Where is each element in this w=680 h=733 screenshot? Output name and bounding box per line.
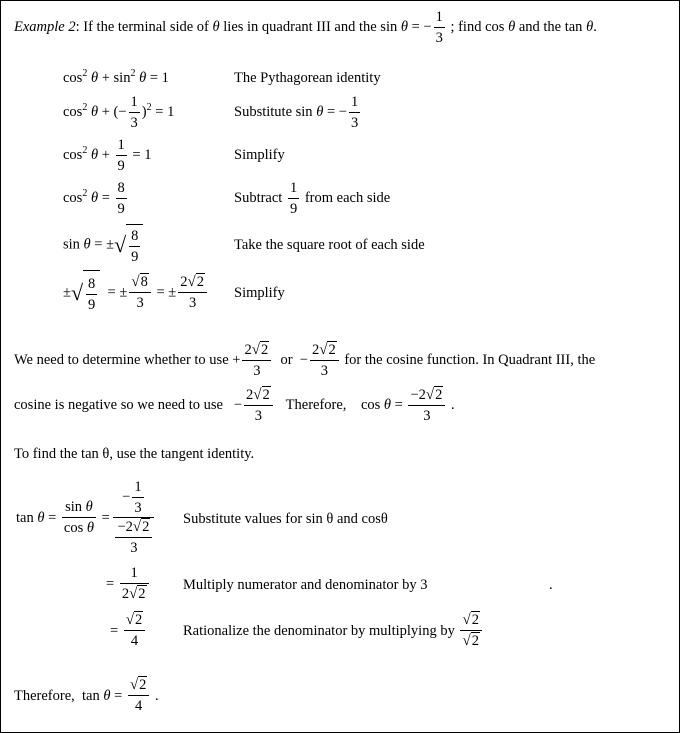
step-1-desc: The Pythagorean identity [234, 70, 381, 86]
tan-step-3-desc: Rationalize the denominator by multiplying by $\frac{√2}{√2}$ [183, 613, 484, 649]
paragraph-1: We need to determine whether to use + $\frac{2√2}{3}$ or − $\frac{2√2}{3}$ for the cosine function. In Quadrant III, the [14, 341, 596, 379]
step-5-math: sin θ = ±√ $\frac{8}{9}$ [63, 224, 143, 266]
final-line: Therefore, tan θ = $\frac{√2}{4}$ . [14, 677, 159, 714]
step-4-math: $\cos^2 \theta$ = $\frac{8}{9}$ [63, 180, 125, 217]
tan-step-3-math: = $\frac{√2}{4}$ [110, 613, 147, 649]
stray-period: . [549, 577, 553, 593]
step-3-math: $\cos^2 \theta$ + $\frac{1}{9}$ = 1 [63, 137, 152, 174]
fraction-one-third: $\frac{1}{3}$ [435, 9, 443, 46]
step-2-math: $\cos^2 \theta$ + (− $\frac{1}{3}$ )$^2$ = 1 [63, 94, 175, 131]
tan-step-2-math: = $\frac{1}{2√2}$ [106, 566, 151, 602]
step-6-math: ±√ $\frac{8}{9}$ = ± $\frac{√8}{3}$ = ± $\frac{2√2}{3}$ [63, 270, 209, 316]
tan-step-2-desc: Multiply numerator and denominator by 3 [183, 577, 428, 593]
paragraph-3: To find the tan θ, use the tangent identity. [14, 446, 255, 462]
step-4-desc: Subtract $\frac{1}{9}$ from each side [234, 180, 391, 217]
step-3-desc: Simplify [234, 147, 285, 163]
intro-line: Example 2: If the terminal side of θ lies in quadrant III and the sin θ = − $\frac{1}{3}$ ; find cos θ and the tan θ. [14, 9, 597, 46]
step-1-math: $\cos^2 \theta + \sin^2 \theta = 1$ [63, 68, 169, 86]
tan-step-1-math: tan θ = $\frac{\text{sin θ}}{\text{cos θ}}$ = − $\frac{1}{3}$ $\frac{-2√2}{3}$ [16, 480, 154, 556]
step-5-desc: Take the square root of each side [234, 237, 425, 253]
compound-fraction: − $\frac{1}{3}$ $\frac{-2√2}{3}$ [113, 480, 154, 556]
paragraph-2: cosine is negative so we need to use − $\frac{2√2}{3}$ Therefore, cos θ = $\frac{-2√2}{3}$ . [14, 386, 455, 424]
step-2-desc: Substitute sin θ = − $\frac{1}{3}$ [234, 94, 359, 131]
tan-step-1-desc: Substitute values for sin θ and cosθ [183, 511, 388, 527]
step-6-desc: Simplify [234, 285, 285, 301]
example-label: Example 2 [14, 19, 76, 35]
